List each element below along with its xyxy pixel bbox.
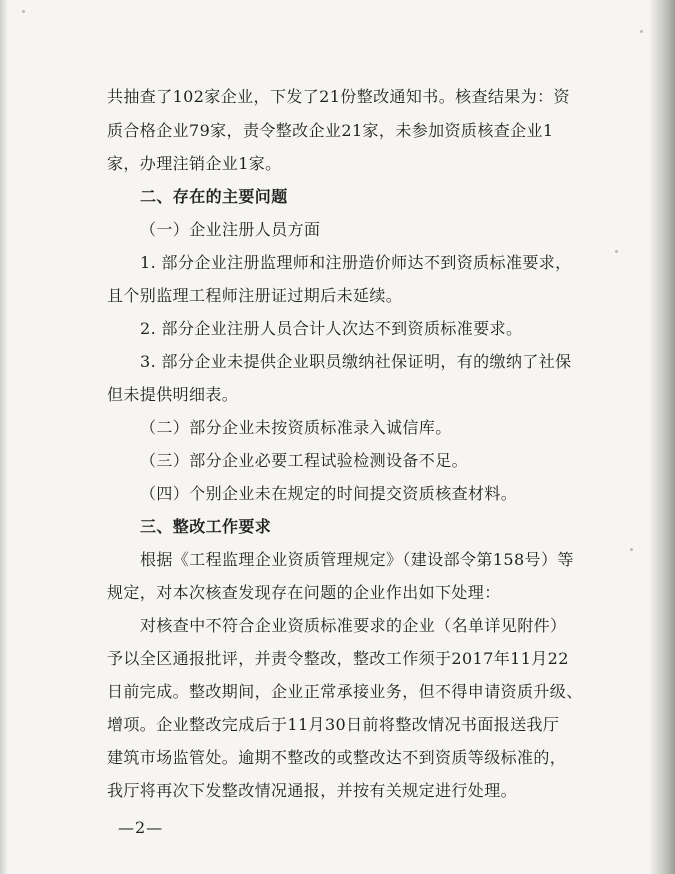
paragraph-line: 但未提供明细表。 xyxy=(107,385,239,404)
paragraph-line: 共抽查了102家企业，下发了21份整改通知书。核查结果为：资 xyxy=(107,87,570,106)
paragraph-line: 3. 部分企业未提供企业职员缴纳社保证明，有的缴纳了社保 xyxy=(140,352,572,371)
paragraph-line: 家，办理注销企业1家。 xyxy=(107,154,282,173)
section-heading-problems: 二、存在的主要问题 xyxy=(140,187,288,206)
paragraph-line: 质合格企业79家，责令整改企业21家，未参加资质核查企业1 xyxy=(107,121,554,140)
paragraph-line: 增项。企业整改完成后于11月30日前将整改情况书面报送我厅 xyxy=(107,715,560,734)
page-number: —2— xyxy=(118,818,164,837)
paragraph-line: 根据《工程监理企业资质管理规定》（建设部令第158号）等 xyxy=(140,550,574,569)
paragraph-line: 规定，对本次核查发现存在问题的企业作出如下处理： xyxy=(107,583,501,602)
subsection-heading: （三）部分企业必要工程试验检测设备不足。 xyxy=(140,451,469,470)
section-heading-requirements: 三、整改工作要求 xyxy=(140,517,272,536)
subsection-heading: （二）部分企业未按资质标准录入诚信库。 xyxy=(140,418,452,437)
subsection-heading: （一）企业注册人员方面 xyxy=(140,220,321,239)
paragraph-line: 我厅将再次下发整改情况通报，并按有关规定进行处理。 xyxy=(107,781,518,800)
paragraph-line: 1. 部分企业注册监理师和注册造价师达不到资质标准要求， xyxy=(140,253,572,272)
paragraph-line: 对核查中不符合企业资质标准要求的企业（名单详见附件） xyxy=(140,616,567,635)
paragraph-line: 建筑市场监管处。逾期不整改的或整改达不到资质等级标准的， xyxy=(107,748,567,767)
paragraph-line: 予以全区通报批评，并责令整改，整改工作须于2017年11月22 xyxy=(107,649,569,668)
subsection-heading: （四）个别企业未在规定的时间提交资质核查材料。 xyxy=(140,484,518,503)
paragraph-line: 且个别监理工程师注册证过期后未延续。 xyxy=(107,286,403,305)
paragraph-line: 日前完成。整改期间，企业正常承接业务，但不得申请资质升级、 xyxy=(107,682,583,701)
paragraph-line: 2. 部分企业注册人员合计人次达不到资质标准要求。 xyxy=(140,319,523,338)
